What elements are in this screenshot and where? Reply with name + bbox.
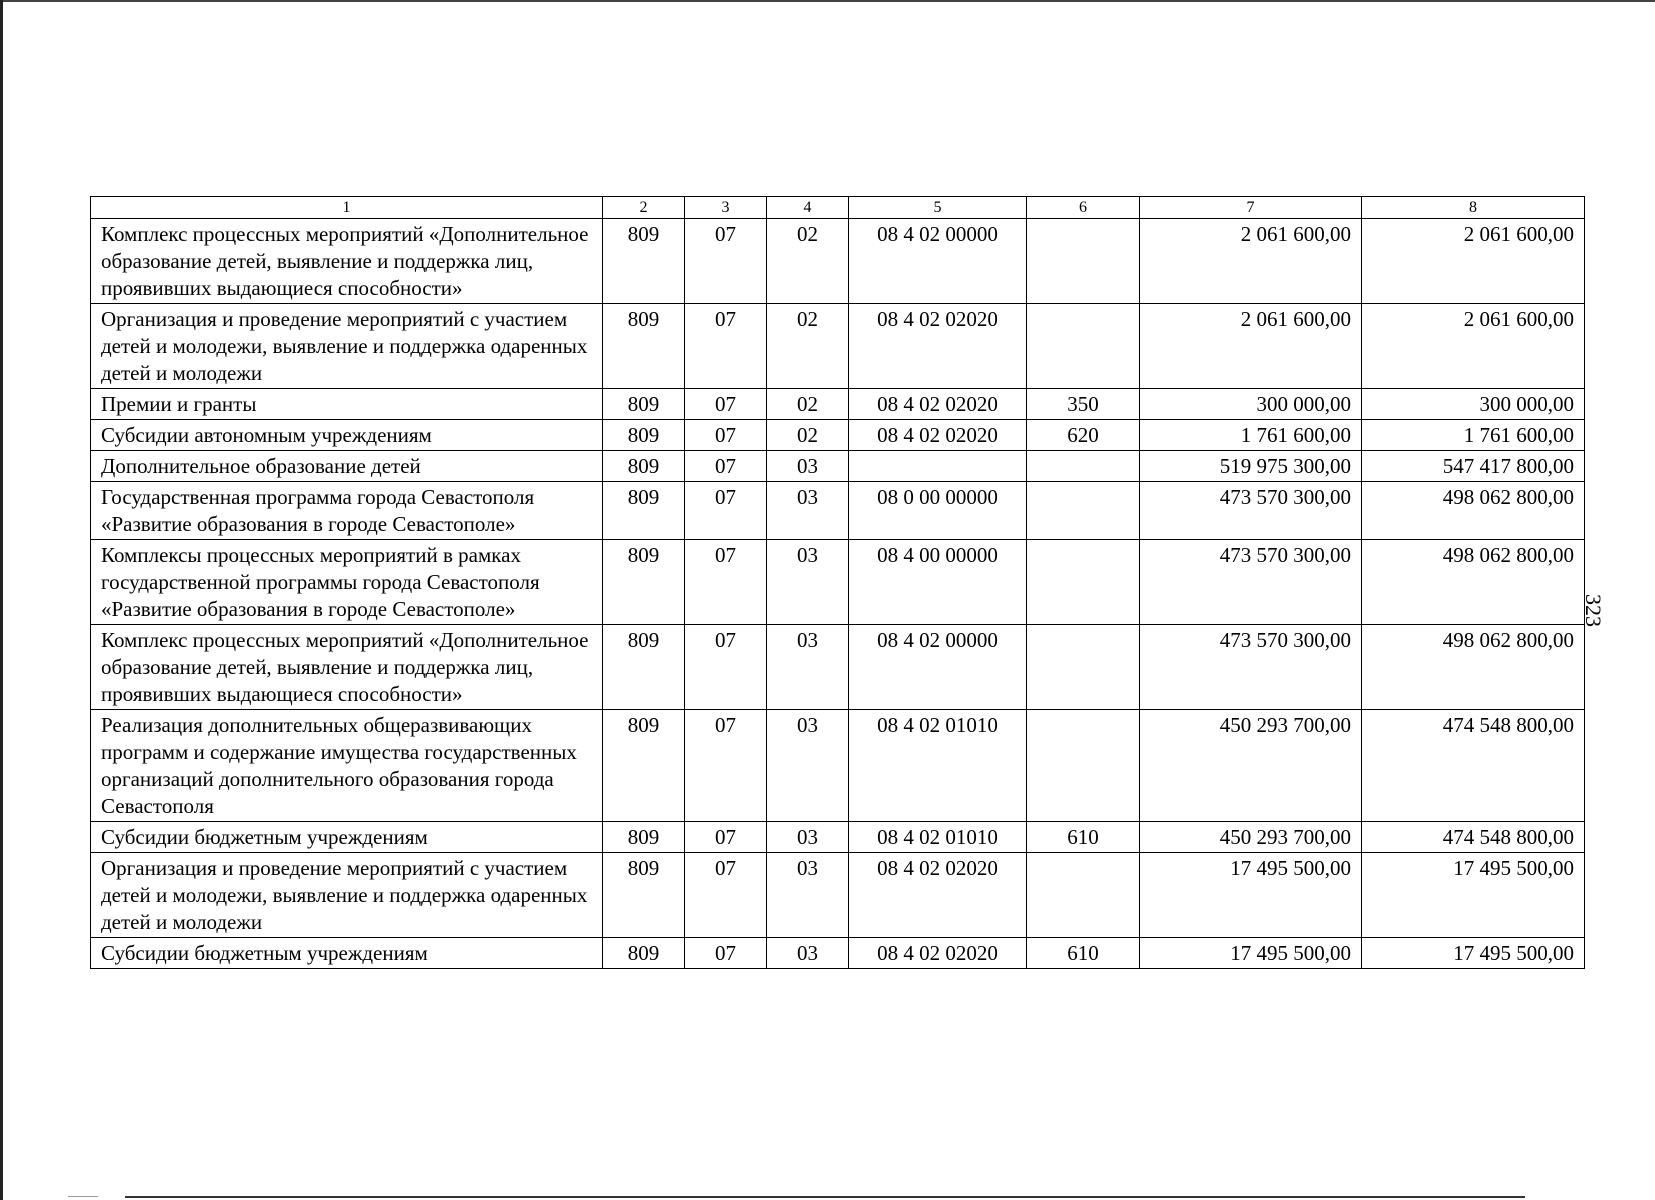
row-subsection-code-cell: 03 xyxy=(767,451,849,482)
row-target-article-cell: 08 4 02 01010 xyxy=(849,822,1027,853)
row-amount-year2-cell: 474 548 800,00 xyxy=(1362,822,1585,853)
row-name-cell: Организация и проведение мероприятий с участием детей и молодежи, выявление и поддержка одаренных детей и молодежи xyxy=(91,304,603,389)
row-amount-year1-cell: 473 570 300,00 xyxy=(1140,540,1362,625)
row-section-code-cell: 07 xyxy=(685,304,767,389)
row-ministry-code-cell: 809 xyxy=(603,420,685,451)
row-target-article-cell: 08 0 00 00000 xyxy=(849,482,1027,540)
row-amount-year2-cell: 547 417 800,00 xyxy=(1362,451,1585,482)
row-expense-type-cell xyxy=(1027,853,1140,938)
row-target-article-cell: 08 4 00 00000 xyxy=(849,540,1027,625)
row-expense-type-cell: 350 xyxy=(1027,389,1140,420)
scan-top-edge xyxy=(0,0,1655,2)
row-ministry-code-cell: 809 xyxy=(603,625,685,710)
row-subsection-code-cell: 03 xyxy=(767,710,849,822)
table-row xyxy=(91,822,1585,853)
row-ministry-code-cell: 809 xyxy=(603,938,685,969)
row-subsection-code-cell: 03 xyxy=(767,853,849,938)
row-name-cell: Реализация дополнительных общеразвивающих программ и содержание имущества государственных организаций дополнительного образования города Севастополя xyxy=(91,710,603,822)
row-subsection-code-cell: 03 xyxy=(767,625,849,710)
row-target-article-cell: 08 4 02 02020 xyxy=(849,853,1027,938)
row-subsection-code-cell: 02 xyxy=(767,420,849,451)
row-ministry-code-cell: 809 xyxy=(603,853,685,938)
row-expense-type-cell: 620 xyxy=(1027,420,1140,451)
row-ministry-code-cell: 809 xyxy=(603,389,685,420)
row-amount-year1-cell: 1 761 600,00 xyxy=(1140,420,1362,451)
row-subsection-code-cell: 03 xyxy=(767,938,849,969)
row-ministry-code-cell: 809 xyxy=(603,482,685,540)
row-amount-year2-cell: 498 062 800,00 xyxy=(1362,540,1585,625)
row-section-code-cell: 07 xyxy=(685,540,767,625)
row-name-cell: Субсидии автономным учреждениям xyxy=(91,420,603,451)
row-subsection-code-cell: 03 xyxy=(767,822,849,853)
row-subsection-code-cell: 02 xyxy=(767,304,849,389)
page-number: 323 xyxy=(1581,594,1606,627)
row-expense-type-cell xyxy=(1027,540,1140,625)
scan-left-edge xyxy=(0,0,3,1200)
row-name-cell: Комплекс процессных мероприятий «Дополнительное образование детей, выявление и поддержка лиц, проявивших выдающиеся способности» xyxy=(91,219,603,304)
row-amount-year2-cell: 474 548 800,00 xyxy=(1362,710,1585,822)
table-row xyxy=(91,389,1585,420)
scan-bottom-edge xyxy=(125,1196,1525,1198)
scan-bottom-edge-short xyxy=(68,1196,98,1197)
row-section-code-cell: 07 xyxy=(685,938,767,969)
row-target-article-cell: 08 4 02 02020 xyxy=(849,938,1027,969)
row-amount-year1-cell: 473 570 300,00 xyxy=(1140,482,1362,540)
row-section-code-cell: 07 xyxy=(685,451,767,482)
row-expense-type-cell xyxy=(1027,219,1140,304)
row-ministry-code-cell: 809 xyxy=(603,304,685,389)
row-subsection-code-cell: 03 xyxy=(767,482,849,540)
row-expense-type-cell xyxy=(1027,451,1140,482)
row-expense-type-cell: 610 xyxy=(1027,822,1140,853)
row-ministry-code-cell: 809 xyxy=(603,710,685,822)
row-section-code-cell: 07 xyxy=(685,710,767,822)
row-target-article-cell xyxy=(849,451,1027,482)
row-name-cell: Комплексы процессных мероприятий в рамках государственной программы города Севастополя «Развитие образования в городе Севастополе» xyxy=(91,540,603,625)
row-target-article-cell: 08 4 02 01010 xyxy=(849,710,1027,822)
row-name-cell: Субсидии бюджетным учреждениям xyxy=(91,822,603,853)
row-expense-type-cell xyxy=(1027,625,1140,710)
header-row xyxy=(91,197,1585,219)
row-amount-year1-cell: 450 293 700,00 xyxy=(1140,710,1362,822)
row-amount-year1-cell: 17 495 500,00 xyxy=(1140,853,1362,938)
row-expense-type-cell xyxy=(1027,710,1140,822)
row-amount-year1-cell: 473 570 300,00 xyxy=(1140,625,1362,710)
table-row xyxy=(91,710,1585,822)
row-target-article-cell: 08 4 02 00000 xyxy=(849,219,1027,304)
row-section-code-cell: 07 xyxy=(685,822,767,853)
row-amount-year1-cell: 300 000,00 xyxy=(1140,389,1362,420)
row-name-cell: Дополнительное образование детей xyxy=(91,451,603,482)
row-section-code-cell: 07 xyxy=(685,482,767,540)
header-cell-8: 8 xyxy=(1362,197,1585,219)
header-cell-6: 6 xyxy=(1027,197,1140,219)
table-row xyxy=(91,938,1585,969)
row-expense-type-cell: 610 xyxy=(1027,938,1140,969)
table-row xyxy=(91,853,1585,938)
row-name-cell: Субсидии бюджетным учреждениям xyxy=(91,938,603,969)
row-name-cell: Премии и гранты xyxy=(91,389,603,420)
row-amount-year2-cell: 17 495 500,00 xyxy=(1362,853,1585,938)
header-cell-5: 5 xyxy=(849,197,1027,219)
row-section-code-cell: 07 xyxy=(685,420,767,451)
row-amount-year1-cell: 2 061 600,00 xyxy=(1140,219,1362,304)
table-body xyxy=(91,197,1585,969)
row-amount-year2-cell: 2 061 600,00 xyxy=(1362,304,1585,389)
row-amount-year2-cell: 2 061 600,00 xyxy=(1362,219,1585,304)
row-target-article-cell: 08 4 02 02020 xyxy=(849,420,1027,451)
row-amount-year2-cell: 1 761 600,00 xyxy=(1362,420,1585,451)
row-amount-year1-cell: 2 061 600,00 xyxy=(1140,304,1362,389)
row-amount-year1-cell: 17 495 500,00 xyxy=(1140,938,1362,969)
row-ministry-code-cell: 809 xyxy=(603,540,685,625)
row-section-code-cell: 07 xyxy=(685,853,767,938)
row-ministry-code-cell: 809 xyxy=(603,451,685,482)
row-ministry-code-cell: 809 xyxy=(603,219,685,304)
row-subsection-code-cell: 03 xyxy=(767,540,849,625)
header-cell-4: 4 xyxy=(767,197,849,219)
table-row xyxy=(91,451,1585,482)
row-section-code-cell: 07 xyxy=(685,625,767,710)
table-row xyxy=(91,420,1585,451)
row-target-article-cell: 08 4 02 02020 xyxy=(849,304,1027,389)
row-section-code-cell: 07 xyxy=(685,219,767,304)
row-target-article-cell: 08 4 02 00000 xyxy=(849,625,1027,710)
row-name-cell: Комплекс процессных мероприятий «Дополнительное образование детей, выявление и поддержка лиц, проявивших выдающиеся способности» xyxy=(91,625,603,710)
table-row xyxy=(91,540,1585,625)
table-row xyxy=(91,304,1585,389)
budget-table xyxy=(90,196,1585,969)
row-amount-year1-cell: 450 293 700,00 xyxy=(1140,822,1362,853)
row-amount-year2-cell: 300 000,00 xyxy=(1362,389,1585,420)
header-cell-2: 2 xyxy=(603,197,685,219)
row-ministry-code-cell: 809 xyxy=(603,822,685,853)
row-target-article-cell: 08 4 02 02020 xyxy=(849,389,1027,420)
row-amount-year1-cell: 519 975 300,00 xyxy=(1140,451,1362,482)
row-expense-type-cell xyxy=(1027,482,1140,540)
row-name-cell: Государственная программа города Севастополя «Развитие образования в городе Севастополе» xyxy=(91,482,603,540)
header-cell-1: 1 xyxy=(91,197,603,219)
row-amount-year2-cell: 17 495 500,00 xyxy=(1362,938,1585,969)
row-amount-year2-cell: 498 062 800,00 xyxy=(1362,625,1585,710)
header-cell-7: 7 xyxy=(1140,197,1362,219)
table-row xyxy=(91,625,1585,710)
table-row xyxy=(91,219,1585,304)
row-name-cell: Организация и проведение мероприятий с участием детей и молодежи, выявление и поддержка одаренных детей и молодежи xyxy=(91,853,603,938)
row-expense-type-cell xyxy=(1027,304,1140,389)
row-amount-year2-cell: 498 062 800,00 xyxy=(1362,482,1585,540)
row-section-code-cell: 07 xyxy=(685,389,767,420)
header-cell-3: 3 xyxy=(685,197,767,219)
table-row xyxy=(91,482,1585,540)
row-subsection-code-cell: 02 xyxy=(767,219,849,304)
row-subsection-code-cell: 02 xyxy=(767,389,849,420)
